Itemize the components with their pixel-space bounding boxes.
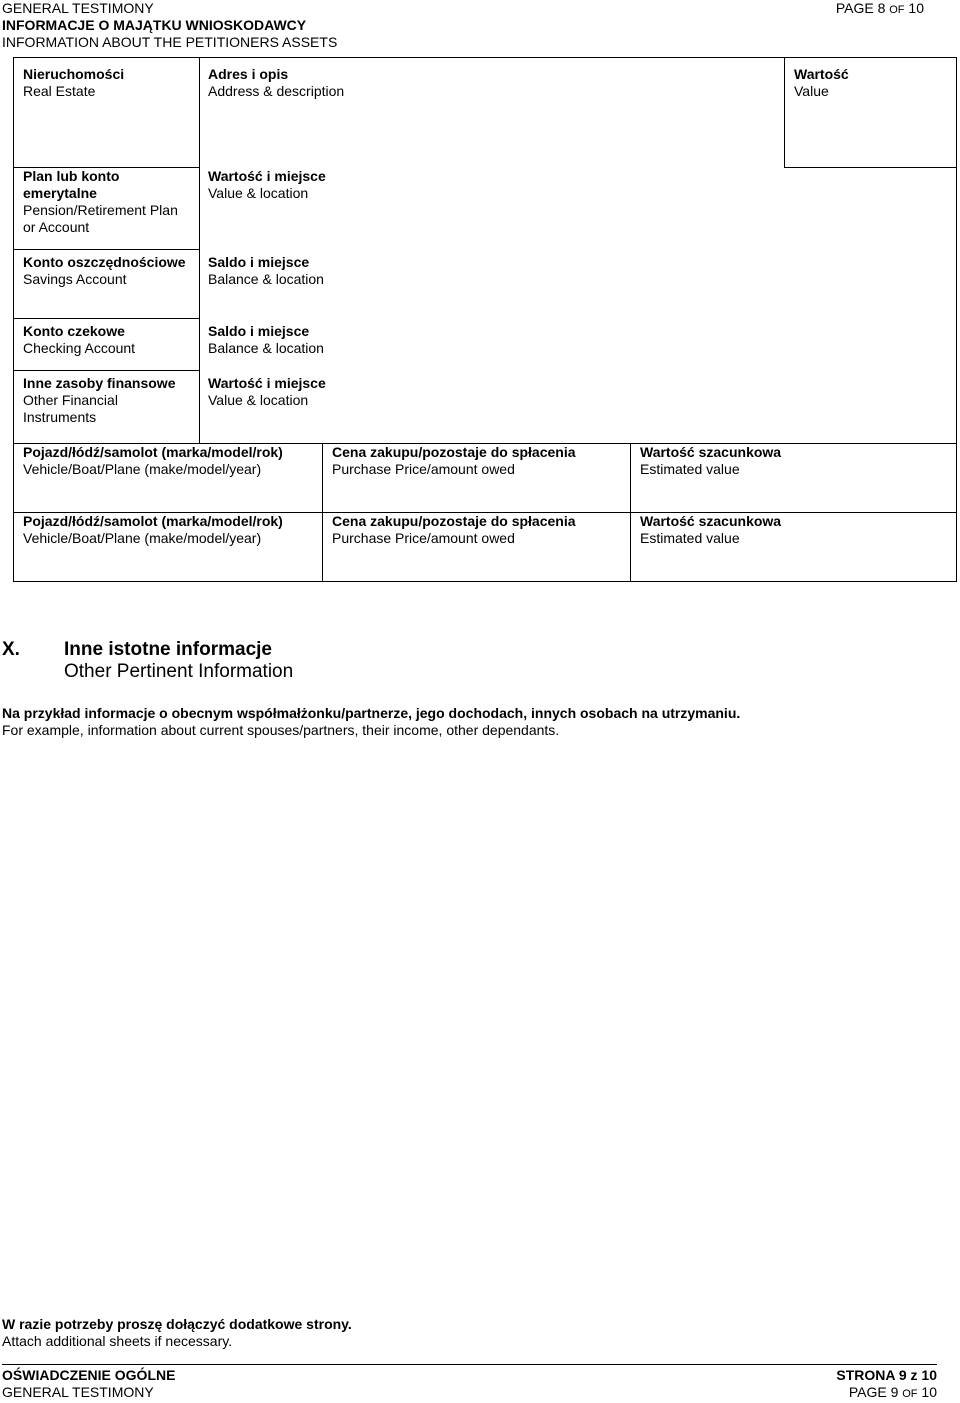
attach-note: [2, 1316, 352, 1350]
vehicle-1-price-pl: Cena zakupu/pozostaje do spłacenia: [332, 444, 576, 460]
pension-value-field[interactable]: [208, 168, 608, 202]
value-label-pl: Wartość: [794, 66, 849, 82]
section-title-en: INFORMATION ABOUT THE PETITIONERS ASSETS: [2, 34, 338, 50]
page-word: PAGE 8: [835, 0, 886, 16]
checking-label-pl: Konto czekowe: [23, 323, 125, 339]
attach-note-en: Attach additional sheets if necessary.: [2, 1333, 233, 1349]
savings-label-en: Savings Account: [23, 271, 127, 287]
savings-detail-en: Balance & location: [208, 271, 324, 287]
checking-detail-en: Balance & location: [208, 340, 324, 356]
vehicle-1-label-pl: Pojazd/łódź/samolot (marka/model/rok): [23, 444, 283, 460]
vehicle-2-label-pl: Pojazd/łódź/samolot (marka/model/rok): [23, 513, 283, 529]
section-title-pl: INFORMACJE O MAJĄTKU WNIOSKODAWCY: [2, 17, 307, 33]
value-label-en: Value: [794, 83, 829, 99]
other-financial-detail-pl: Wartość i miejsce: [208, 375, 326, 391]
vehicle-1-estimate-en: Estimated value: [640, 461, 740, 477]
checking-detail-pl: Saldo i miejsce: [208, 323, 310, 339]
vehicle-2-price-en: Purchase Price/amount owed: [332, 530, 515, 546]
checking-balance-field[interactable]: [208, 323, 608, 357]
vehicle-2-price-pl: Cena zakupu/pozostaje do spłacenia: [332, 513, 576, 529]
footer-divider: [2, 1364, 937, 1365]
address-label-en: Address & description: [208, 83, 345, 99]
footer-title: [2, 1367, 175, 1401]
form-name: GENERAL TESTIMONY: [2, 0, 154, 16]
real-estate-label-en: Real Estate: [23, 83, 96, 99]
section-number: X.: [2, 639, 20, 660]
pension-label-en: Pension/Retirement Plan or Account: [23, 202, 178, 235]
footer-page-pl: STRONA 9 z 10: [836, 1367, 937, 1383]
section-heading-pl: Inne istotne informacje: [64, 639, 272, 660]
checking-account-label: [23, 323, 193, 357]
real-estate-label: [23, 66, 193, 100]
real-estate-label-pl: Nieruchomości: [23, 66, 125, 82]
savings-detail-pl: Saldo i miejsce: [208, 254, 310, 270]
vehicle-1-price-field[interactable]: [332, 444, 627, 478]
other-financial-label: [23, 375, 193, 426]
section-description-en: For example, information about current spouses/partners, their income, other dependants.: [2, 722, 560, 738]
page-number: [836, 0, 924, 19]
address-label-pl: Adres i opis: [208, 66, 289, 82]
pension-detail-pl: Wartość i miejsce: [208, 168, 326, 184]
savings-account-label: [23, 254, 193, 288]
vehicle-2-label-en: Vehicle/Boat/Plane (make/model/year): [23, 530, 262, 546]
other-financial-label-en: Other Financial Instruments: [23, 392, 118, 425]
pension-label-pl: Plan lub konto emerytalne: [23, 168, 120, 201]
footer-title-pl: OŚWIADCZENIE OGÓLNE: [2, 1367, 176, 1383]
section-heading: [64, 639, 293, 683]
vehicle-2-estimate-field[interactable]: [640, 513, 940, 547]
vehicle-1-label-en: Vehicle/Boat/Plane (make/model/year): [23, 461, 262, 477]
savings-balance-field[interactable]: [208, 254, 608, 288]
other-financial-detail-en: Value & location: [208, 392, 309, 408]
attach-note-pl: W razie potrzeby proszę dołączyć dodatkowe strony.: [2, 1316, 352, 1332]
page-total: 10: [908, 0, 924, 16]
vehicle-1-estimate-field[interactable]: [640, 444, 940, 478]
vehicle-2-field[interactable]: [23, 513, 318, 547]
vehicle-2-estimate-en: Estimated value: [640, 530, 740, 546]
vehicle-1-estimate-pl: Wartość szacunkowa: [640, 444, 782, 460]
vehicle-2-price-field[interactable]: [332, 513, 627, 547]
footer-page-number: [836, 1367, 937, 1403]
other-financial-label-pl: Inne zasoby finansowe: [23, 375, 176, 391]
section-description[interactable]: [2, 705, 740, 739]
footer-page-of: OF: [902, 1388, 918, 1400]
real-estate-address-field[interactable]: [208, 66, 608, 100]
vehicle-1-field[interactable]: [23, 444, 318, 478]
section-heading-en: Other Pertinent Information: [64, 661, 294, 682]
real-estate-value-field[interactable]: [794, 66, 944, 100]
footer-title-en: GENERAL TESTIMONY: [2, 1384, 154, 1400]
assets-table: [13, 57, 957, 582]
footer-page-en: [836, 1384, 937, 1403]
other-financial-value-field[interactable]: [208, 375, 608, 409]
page-of: OF: [889, 4, 905, 16]
checking-label-en: Checking Account: [23, 340, 136, 356]
footer-page-total: 10: [921, 1384, 937, 1400]
savings-label-pl: Konto oszczędnościowe: [23, 254, 186, 270]
pension-plan-label: [23, 168, 193, 236]
section-description-pl: Na przykład informacje o obecnym współmałżonku/partnerze, jego dochodach, innych osobach na utrzymaniu.: [2, 705, 741, 721]
vehicle-2-estimate-pl: Wartość szacunkowa: [640, 513, 782, 529]
footer-page-word: PAGE 9: [848, 1384, 899, 1400]
pension-detail-en: Value & location: [208, 185, 309, 201]
vehicle-1-price-en: Purchase Price/amount owed: [332, 461, 515, 477]
page-header: [2, 0, 337, 51]
